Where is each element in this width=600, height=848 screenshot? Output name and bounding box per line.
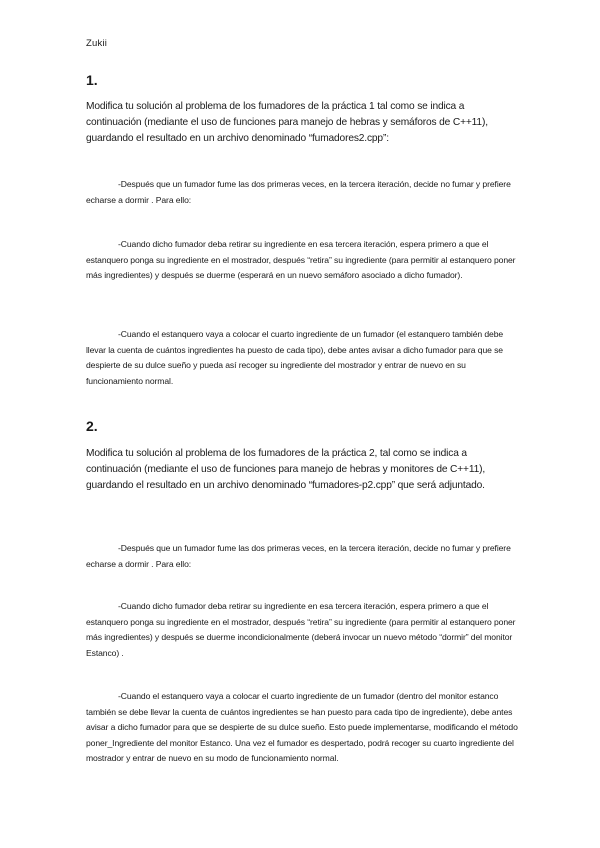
section-1-item-1: -Después que un fumador fume las dos primeras veces, en la tercera iteración, decide no fumar y prefiere echarse a dormir . Para ello: — [86, 179, 511, 205]
section-1-item-2: -Cuando dicho fumador deba retirar su ingrediente en esa tercera iteración, espera primero a que el estanquero ponga su ingrediente en el mostrador, después “retira” su ingrediente (para permitir al estanquero poner más ingredientes) y después se duerme (esperará en un nuevo semáforo asociado a dicho fumador). — [86, 239, 516, 280]
section-number-1: 1. — [86, 72, 98, 88]
section-2-item-2: -Cuando dicho fumador deba retirar su ingrediente en esa tercera iteración, espera primero a que el estanquero ponga su ingrediente en el mostrador, después “retira” su ingrediente (para permitir al estanquero poner más ingredientes) y después se duerme incondicionalmente (deberá invocar un nuevo método “dormir” del monitor Estanco) . — [86, 601, 516, 658]
section-2-item-1: -Después que un fumador fume las dos primeras veces, en la tercera iteración, decide no fumar y prefiere echarse a dormir . Para ello: — [86, 543, 511, 569]
author-name: Zukii — [86, 38, 108, 49]
section-2-statement: Modifica tu solución al problema de los fumadores de la práctica 2, tal como se indica a continuación (mediante el uso de funciones para manejo de hebras y monitores de C++11), guardando el resultado en un archivo denominado “fumadores-p2.cpp” que será adjuntado. — [86, 448, 486, 491]
section-number-2: 2. — [86, 418, 98, 434]
section-1-item-3: -Cuando el estanquero vaya a colocar el cuarto ingrediente de un fumador (el estanquero también debe llevar la cuenta de cuántos ingredientes ha puesto de cada tipo), debe antes avisar a dicho fumador para que se despierte de su dulce sueño y pueda así recoger su ingrediente del mostrador y entrar de nuevo en su funcionamiento normal. — [86, 329, 504, 386]
section-2-item-3: -Cuando el estanquero vaya a colocar el cuarto ingrediente de un fumador (dentro del monitor estanco también se debe llevar la cuenta de cuántos ingredientes se han puesto para cada tipo de ingrediente), debe antes avisar a dicho fumador para que se despierte de su dulce sueño. Esto puede implementarse, modificando el método poner_Ingrediente del monitor Estanco. Una vez el fumador es despertado, podrá recoger su cuarto ingrediente del mostrador y entrar de nuevo en su modo de funcionamiento normal. — [86, 691, 518, 763]
section-1-statement: Modifica tu solución al problema de los fumadores de la práctica 1 tal como se indica a continuación (mediante el uso de funciones para manejo de hebras y semáforos de C++11), guardando el resultado en un archivo denominado “fumadores2.cpp”: — [86, 101, 488, 144]
